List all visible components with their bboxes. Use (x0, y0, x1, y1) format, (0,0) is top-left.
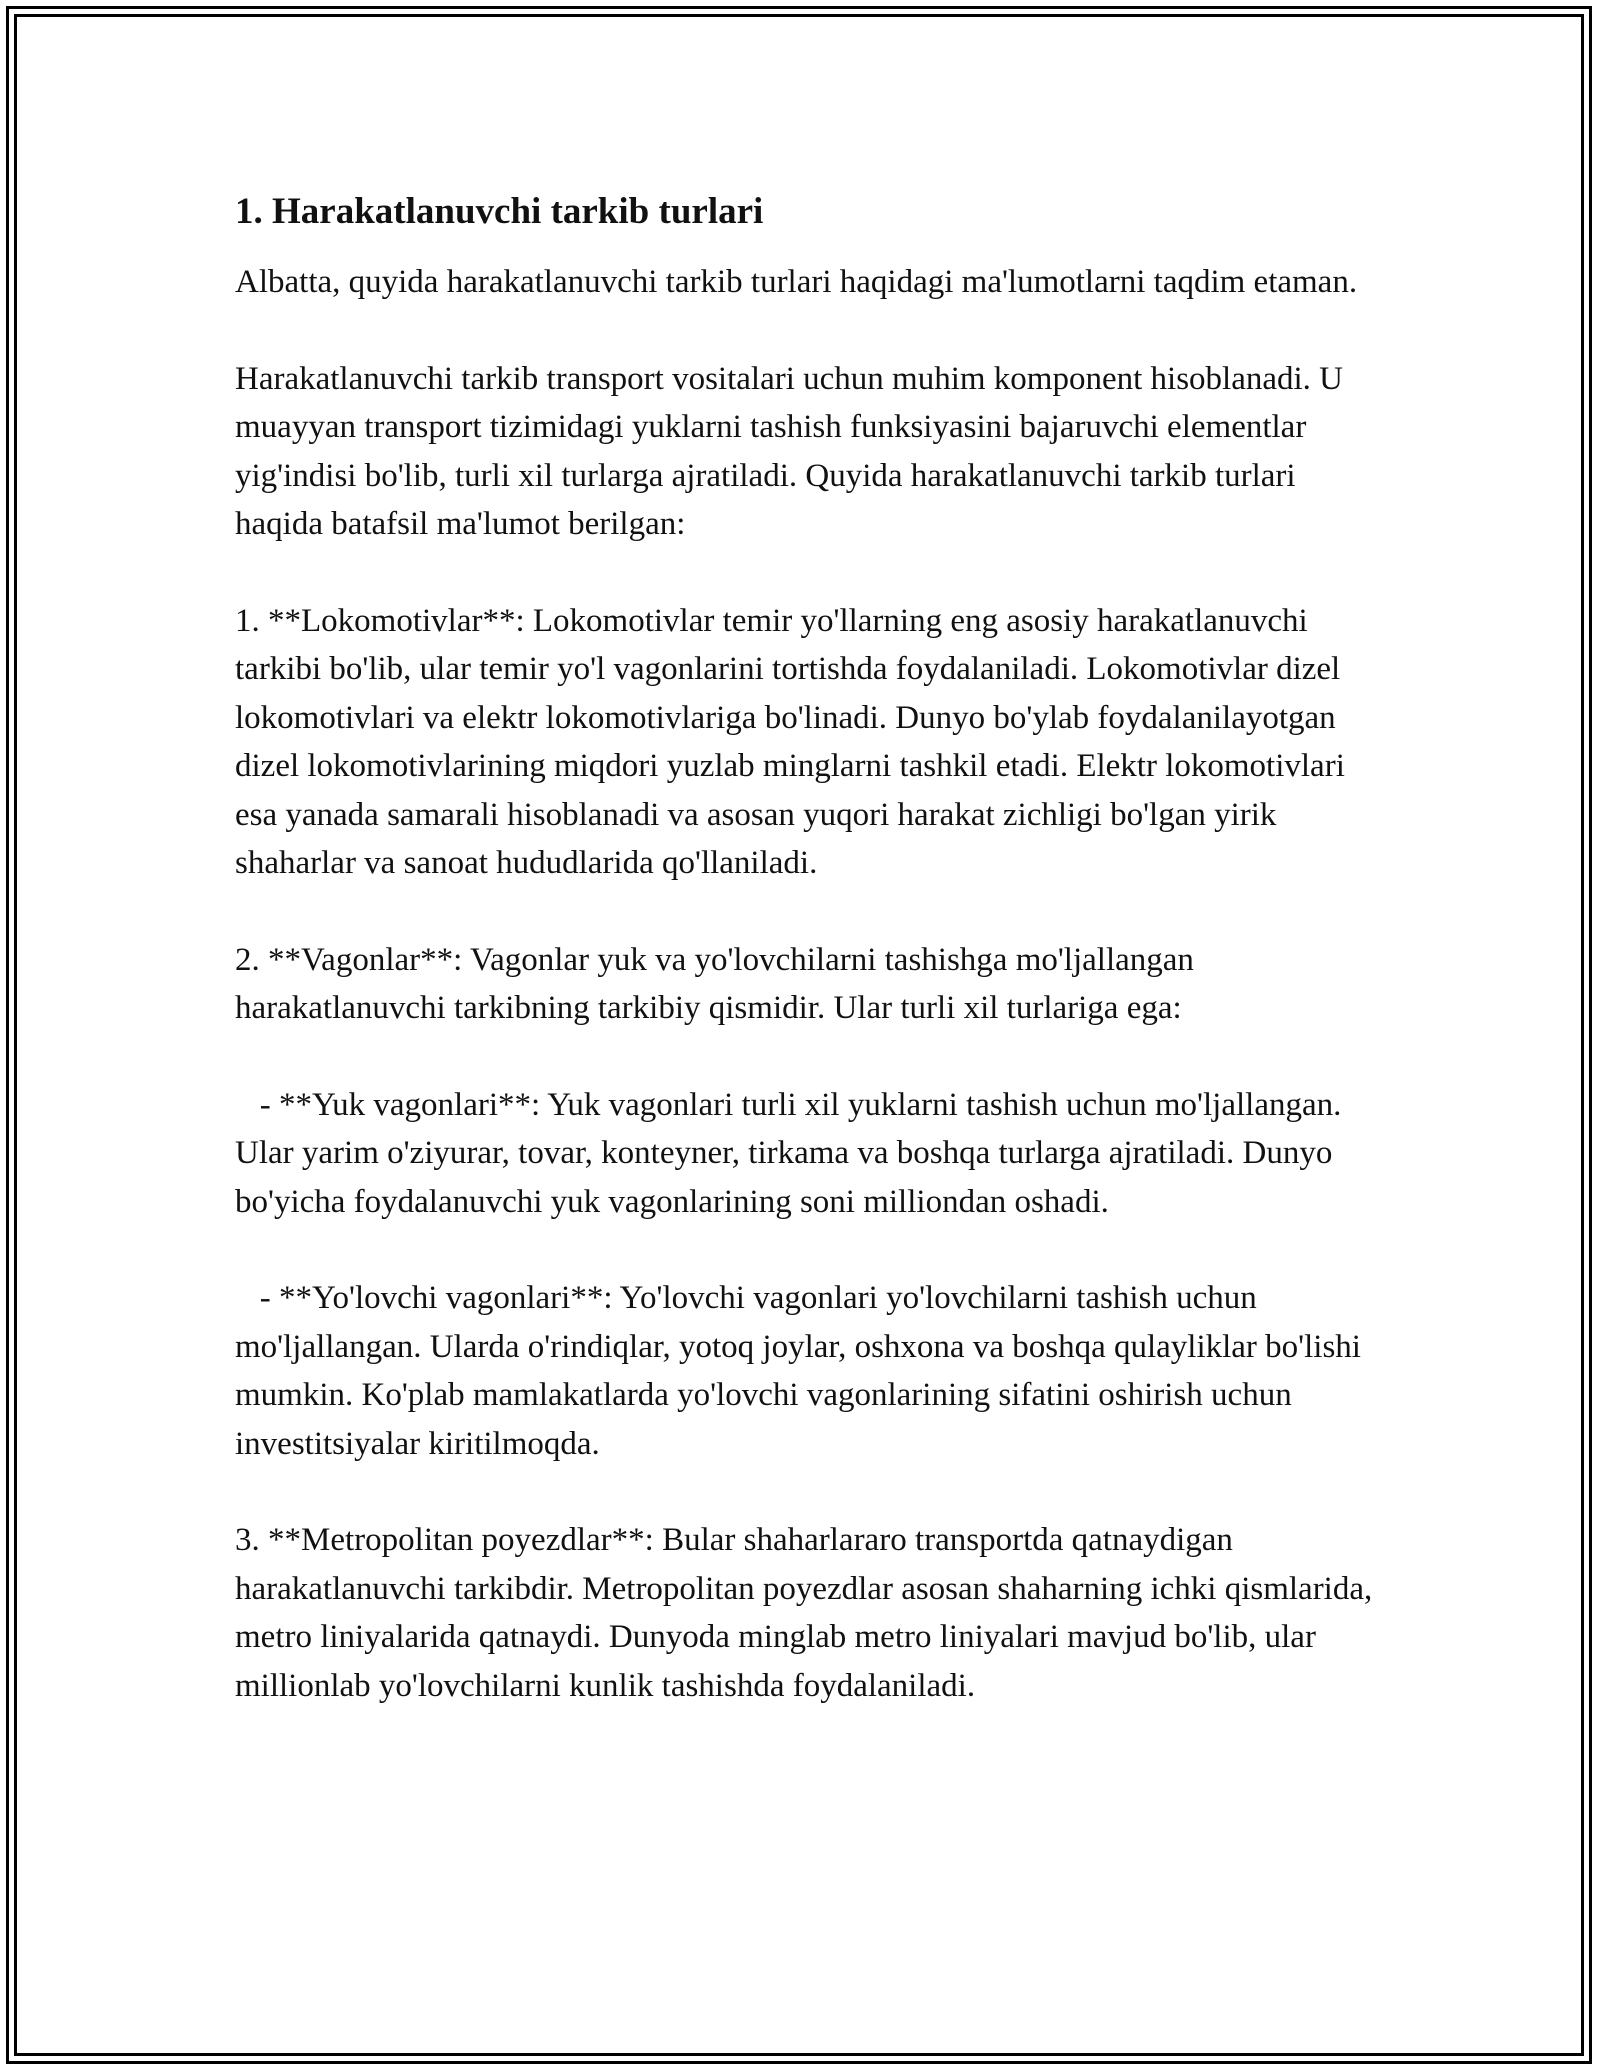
list-item-wagons: 2. **Vagonlar**: Vagonlar yuk va yo'lovchilarni tashishga mo'ljallangan harakatlanuvchi tarkibning tarkibiy qismidir. Ular turli xil turlariga ega: (235, 941, 1203, 1026)
sublist-item-freight-wagons: - **Yuk vagonlari**: Yuk vagonlari turli xil yuklarni tashish uchun mo'ljallangan. Ular yarim o'ziyurar, tovar, konteyner, tirkama va boshqa turlarga ajratiladi. Dunyo bo'yicha foydalanuvchi yuk vagonlarining soni milliondan oshadi. (235, 1086, 1350, 1220)
list-item-locomotives: 1. **Lokomotivlar**: Lokomotivlar temir yo'llarning eng asosiy harakatlanuvchi tarkibi bo'lib, ular temir yo'l vagonlarini tortishda foydalaniladi. Lokomotivlar dizel lokomotivlari va elektr lokomotivlariga bo'linadi. Dunyo bo'ylab foydalanilayotgan dizel lokomotivlarining miqdori yuzlab minglarni tashkil etadi. Elektr lokomotivlari esa yanada samarali hisoblanadi va asosan yuqori harakat zichligi bo'lgan yirik shaharlar va sanoat hududlarida qo'llaniladi. (235, 602, 1354, 881)
sublist-item-passenger-wagons: - **Yo'lovchi vagonlari**: Yo'lovchi vagonlari yo'lovchilarni tashish uchun mo'ljallangan. Ularda o'rindiqlar, yotoq joylar, oshxona va boshqa qulayliklar bo'lishi mumkin. Ko'plab mamlakatlarda yo'lovchi vagonlarining sifatini oshirish uchun investitsiyalar kiritilmoqda. (235, 1280, 1370, 1462)
list-item-metro-trains: 3. **Metropolitan poyezdlar**: Bular shaharlararo transportda qatnaydigan harakatlanuvchi tarkibdir. Metropolitan poyezdlar asosan shaharning ichki qismlarida, metro liniyalarida qatnaydi. Dunyoda minglab metro liniyalari mavjud bo'lib, ular millionlab yo'lovchilarni kunlik tashishda foydalaniladi. (235, 1522, 1381, 1704)
section-heading: 1. Harakatlanuvchi tarkib turlari (235, 191, 764, 232)
document-body (235, 186, 1381, 1758)
intro-paragraph: Albatta, quyida harakatlanuvchi tarkib turlari haqidagi ma'lumotlarni taqdim etaman. (235, 264, 1358, 300)
overview-paragraph: Harakatlanuvchi tarkib transport vositalari uchun muhim komponent hisoblanadi. U muayyan transport tizimidagi yuklarni tashish funksiyasini bajaruvchi elementlar yig'indisi bo'lib, turli xil turlarga ajratiladi. Quyida harakatlanuvchi tarkib turlari haqida batafsil ma'lumot berilgan: (235, 360, 1352, 542)
